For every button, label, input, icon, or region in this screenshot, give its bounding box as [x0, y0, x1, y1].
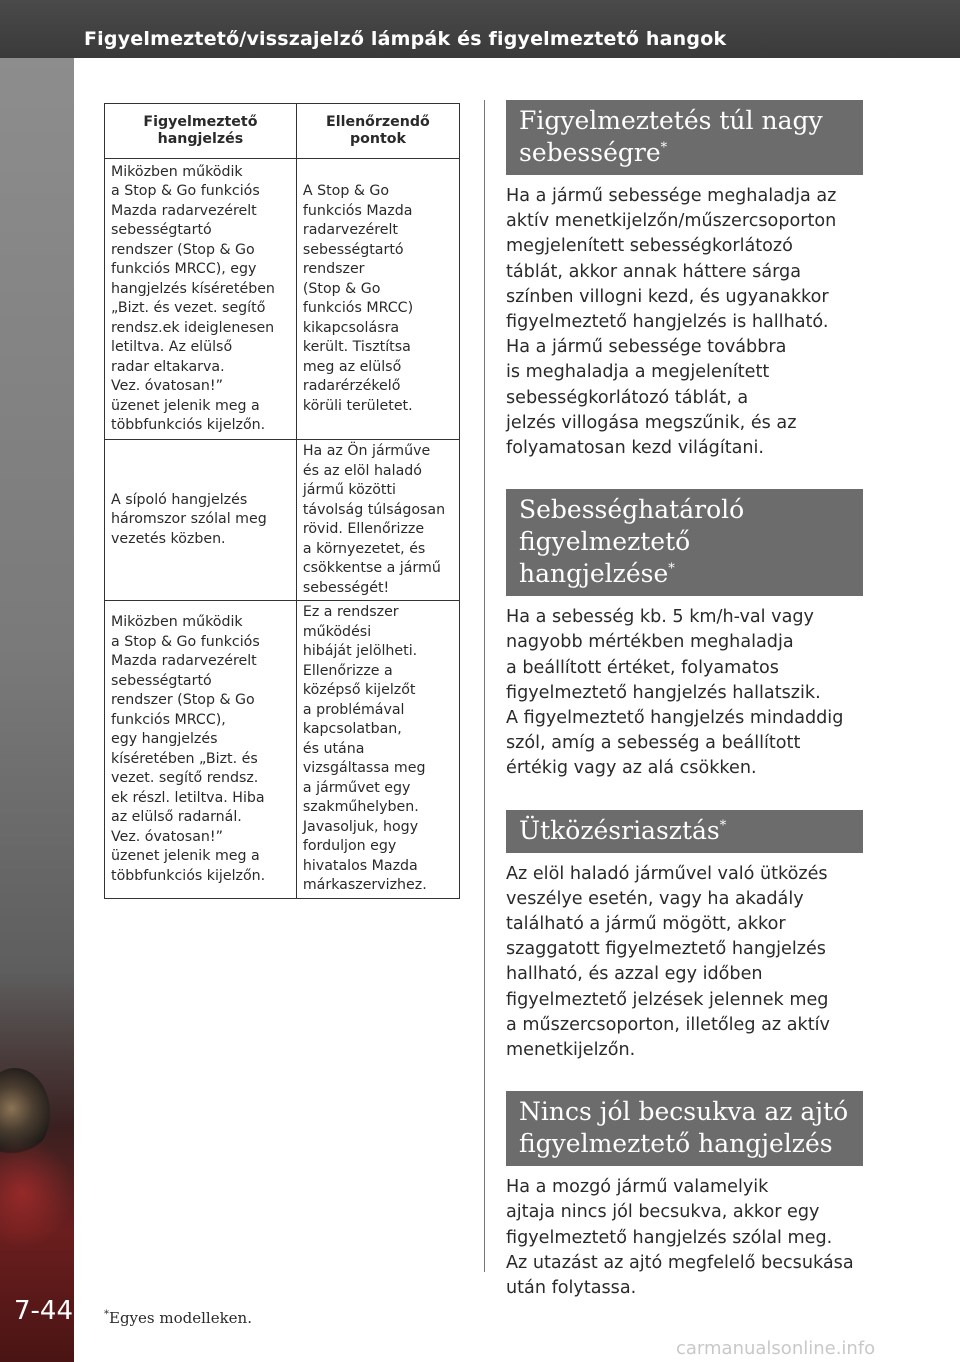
right-column — [506, 100, 866, 1301]
side-image-strip — [0, 58, 74, 1362]
page-header-title: Figyelmeztető/visszajelző lámpák és figyelmeztető hangok — [84, 28, 727, 50]
table-cell-check: A Stop & Go funkciós Mazda radarvezérelt sebességtartó rendszer (Stop & Go funkciós MRCC) kikapcsolásra került. Tisztítsa meg az elülső radarérzékelő körüli területet. — [296, 159, 459, 440]
watermark: carmanualsonline.info — [676, 1338, 876, 1359]
footnote — [104, 1309, 252, 1327]
column-divider — [484, 100, 485, 1272]
footnote-mark: * — [104, 1309, 109, 1320]
page-number: 7-44 — [14, 1296, 74, 1326]
section-body-overspeed: Ha a jármű sebessége meghaladja az aktív menetkijelzőn/műszercsoporton megjelenített sebességkorlátozó táblát, akkor annak háttere sárga színben villogni kezd, és ugyanakkor figyelmeztető hangjelzés is hallható. Ha a jármű sebessége továbbra is meghaladja a megjelenített sebességkorlátozó táblát, a jelzés villogása megszűnik, és az folyamatosan kezd világítani. — [506, 186, 837, 459]
table-row — [105, 440, 460, 601]
table-cell-check: Ha az Ön járműve és az elöl haladó jármű közötti távolság túlságosan rövid. Ellenőrizze a környezetet, és csökkentse a jármű sebességét! — [296, 440, 459, 601]
warning-sound-table — [104, 103, 460, 899]
section-heading-door-ajar: Nincs jól becsukva az ajtó figyelmeztető hangjelzés — [506, 1091, 863, 1166]
table-cell-check: Ez a rendszer működési hibáját jelölheti. Ellenőrizze a középső kijelzőt a problémával kapcsolatban, és utána vizsgáltassa meg a járművet egy szakműhelyben. Javasoljuk, hogy forduljon egy hivatalos Mazda márkaszervizhez. — [296, 601, 459, 899]
section-body-door-ajar: Ha a mozgó jármű valamelyik ajtaja nincs jól becsukva, akkor egy figyelmeztető hangjelzés szólal meg. Az utazást az ajtó megfelelő becsukása után folytassa. — [506, 1177, 854, 1299]
section-body-speed-limiter: Ha a sebesség kb. 5 km/h-val vagy nagyobb mértékben meghaladja a beállított értéket, folyamatos figyelmeztető hangjelzés hallatszik. A figyelmeztető hangjelzés mindaddig szól, amíg a sebesség a beállított értékig vagy az alá csökken. — [506, 607, 844, 779]
table-header-check: Ellenőrzendő pontok — [296, 104, 459, 159]
header-bar — [0, 0, 960, 58]
table-header-sound: Figyelmeztető hangjelzés — [105, 104, 297, 159]
table-row — [105, 601, 460, 899]
table-cell-sound: A sípoló hangjelzés háromszor szólal meg vezetés közben. — [105, 440, 297, 601]
table-cell-sound: Miközben működik a Stop & Go funkciós Mazda radarvezérelt sebességtartó rendszer (Stop & Go funkciós MRCC), egy hangjelzés kíséretében „Bizt. és vezet. segítő rendsz. ek részl. letiltva. Hiba az elülső radarnál. Vez. óvatosan!” üzenet jelenik meg a többfunkciós kijelzőn. — [105, 601, 297, 899]
footnote-text: Egyes modelleken. — [109, 1309, 252, 1327]
section-heading-overspeed: Figyelmeztetés túl nagy sebességre* — [506, 100, 863, 175]
table-cell-sound: Miközben működik a Stop & Go funkciós Mazda radarvezérelt sebességtartó rendszer (Stop & Go funkciós MRCC), egy hangjelzés kíséretében „Bizt. és vezet. segítő rendsz.ek ideiglenesen letiltva. Az elülső radar eltakarva. Vez. óvatosan!” üzenet jelenik meg a többfunkciós kijelzőn. — [105, 159, 297, 440]
section-heading-collision: Ütközésriasztás* — [506, 810, 863, 853]
table-row — [105, 159, 460, 440]
section-heading-speed-limiter: Sebességhatároló figyelmeztető hangjelzése* — [506, 489, 863, 596]
section-body-collision: Az elöl haladó járművel való ütközés veszélye esetén, vagy ha akadály található a jármű mögött, akkor szaggatott figyelmeztető hangjelzés hallható, és azzal egy időben figyelmeztető jelzések jelennek meg a műszercsoporton, illetőleg az aktív menetkijelzőn. — [506, 863, 830, 1061]
taillight-glow — [0, 1138, 74, 1248]
